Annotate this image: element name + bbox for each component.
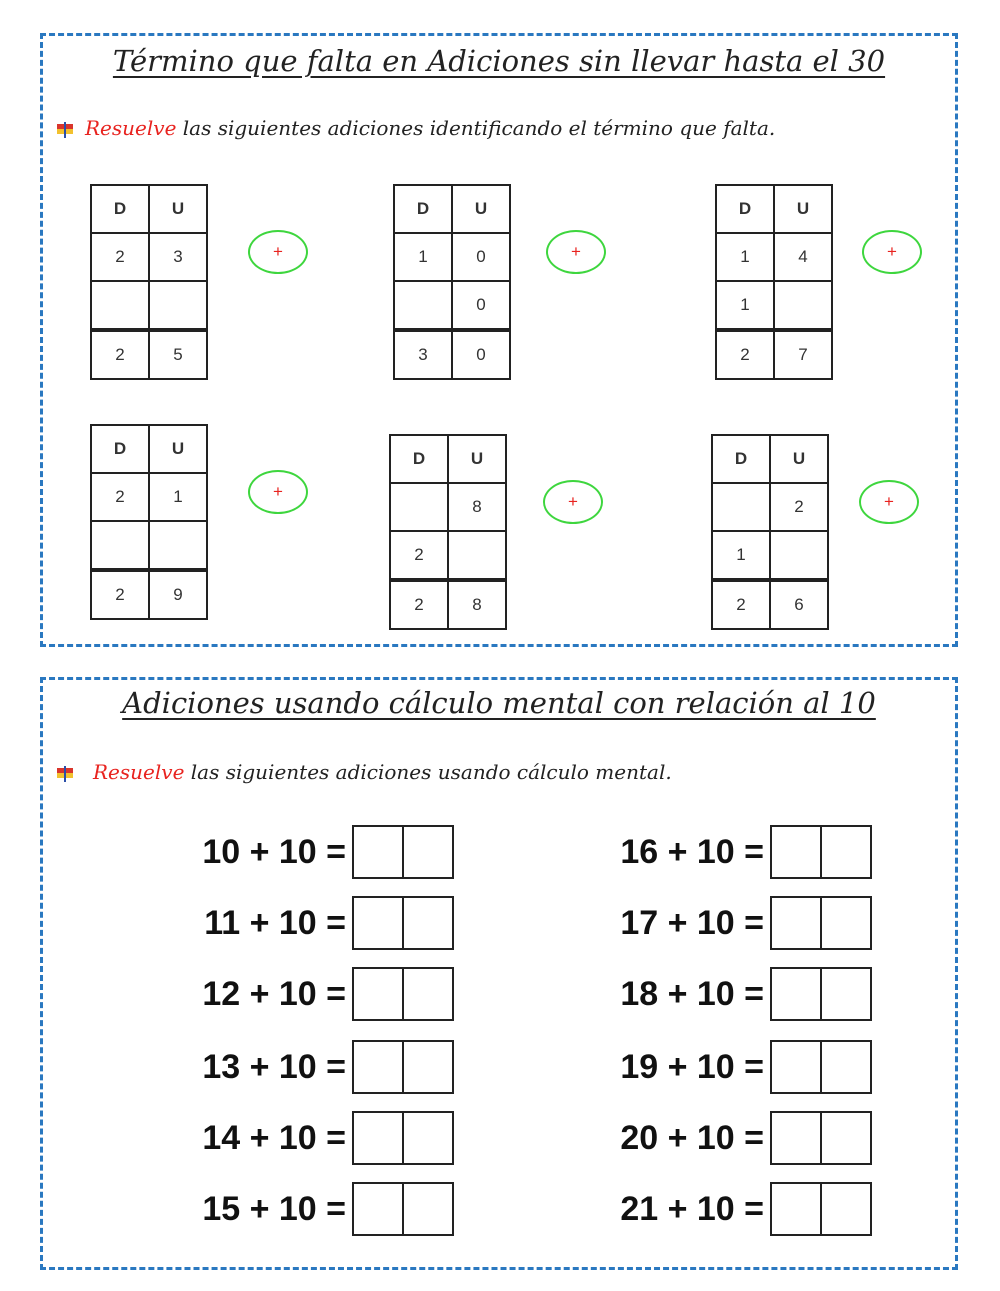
sum-units-cell: 8 [448,580,506,629]
addend1-tens-cell: 2 [91,473,149,521]
answer-tens-cell[interactable] [772,1184,820,1234]
equation-text: 14 + 10 = [202,1118,346,1157]
addend1-units-cell: 8 [448,483,506,531]
sum-tens-cell: 2 [91,330,149,379]
section1-instruction [55,116,775,140]
addend2-tens-cell[interactable] [91,521,149,570]
section1-title: Término que falta en Adiciones sin llevar hasta el 30 [112,44,886,78]
header-d-cell: D [91,185,149,233]
equation-row [196,1111,454,1165]
answer-tens-cell[interactable] [354,1113,402,1163]
answer-units-cell[interactable] [820,1113,870,1163]
answer-box [352,967,454,1021]
addend2-units-cell[interactable] [774,281,832,330]
sum-tens-cell: 2 [712,580,770,629]
plus-sign-oval: + [862,230,922,274]
addend1-units-cell: 1 [149,473,207,521]
sum-units-cell: 7 [774,330,832,379]
header-u-cell: U [770,435,828,483]
plus-sign-oval: + [859,480,919,524]
instruction-verb: Resuelve [93,760,185,784]
header-u-cell: U [452,185,510,233]
addend2-units-cell[interactable] [149,521,207,570]
place-value-grid [90,184,208,380]
answer-tens-cell[interactable] [354,1042,402,1092]
answer-tens-cell[interactable] [354,1184,402,1234]
sum-tens-cell: 3 [394,330,452,379]
header-u-cell: U [149,185,207,233]
equation-row [614,825,872,879]
equation-text: 19 + 10 = [620,1047,764,1086]
equation-text: 20 + 10 = [620,1118,764,1157]
addend2-units-cell[interactable] [149,281,207,330]
answer-units-cell[interactable] [402,898,452,948]
book-bullet-icon [55,766,75,782]
addend2-tens-cell[interactable] [91,281,149,330]
plus-sign-oval: + [546,230,606,274]
answer-box [770,1040,872,1094]
addend2-tens-cell: 2 [390,531,448,580]
sum-tens-cell: 2 [91,570,149,619]
addend2-tens-cell[interactable] [394,281,452,330]
answer-units-cell[interactable] [820,827,870,877]
instruction-text: las siguientes adiciones usando cálculo mental. [190,760,672,784]
equation-row [614,1182,872,1236]
answer-box [352,1040,454,1094]
section2-instruction [55,760,672,784]
equation-row [614,967,872,1021]
answer-tens-cell[interactable] [772,969,820,1019]
equation-text: 10 + 10 = [202,832,346,871]
equation-row [196,967,454,1021]
sum-tens-cell: 2 [716,330,774,379]
equation-row [614,896,872,950]
header-d-cell: D [91,425,149,473]
addend2-units-cell[interactable] [448,531,506,580]
addend1-units-cell: 0 [452,233,510,281]
header-d-cell: D [394,185,452,233]
equation-text: 18 + 10 = [620,974,764,1013]
answer-units-cell[interactable] [402,827,452,877]
equation-text: 12 + 10 = [202,974,346,1013]
answer-box [352,896,454,950]
plus-sign-oval: + [248,230,308,274]
header-d-cell: D [390,435,448,483]
instruction-text: las siguientes adiciones identificando el término que falta. [182,116,776,140]
addend1-units-cell: 2 [770,483,828,531]
answer-tens-cell[interactable] [354,898,402,948]
equation-row [196,825,454,879]
addend1-tens-cell: 1 [716,233,774,281]
header-u-cell: U [448,435,506,483]
answer-tens-cell[interactable] [772,1042,820,1092]
addend1-units-cell: 3 [149,233,207,281]
addend1-tens-cell: 1 [394,233,452,281]
header-d-cell: D [712,435,770,483]
header-u-cell: U [149,425,207,473]
book-bullet-icon [55,122,75,138]
header-d-cell: D [716,185,774,233]
answer-box [770,1111,872,1165]
addend1-tens-cell: 2 [91,233,149,281]
equation-text: 17 + 10 = [620,903,764,942]
answer-units-cell[interactable] [820,969,870,1019]
sum-units-cell: 5 [149,330,207,379]
answer-tens-cell[interactable] [772,827,820,877]
header-u-cell: U [774,185,832,233]
equation-text: 13 + 10 = [202,1047,346,1086]
place-value-grid [393,184,511,380]
addend2-units-cell: 0 [452,281,510,330]
answer-units-cell[interactable] [402,1113,452,1163]
equation-row [614,1040,872,1094]
plus-sign-oval: + [248,470,308,514]
answer-box [352,825,454,879]
addend2-tens-cell: 1 [712,531,770,580]
answer-units-cell[interactable] [820,1184,870,1234]
equation-text: 15 + 10 = [202,1189,346,1228]
answer-tens-cell[interactable] [772,1113,820,1163]
place-value-grid [715,184,833,380]
answer-units-cell[interactable] [820,1042,870,1092]
place-value-grid [389,434,507,630]
equation-row [196,1040,454,1094]
answer-units-cell[interactable] [402,969,452,1019]
section2-title: Adiciones usando cálculo mental con relación al 10 [122,686,876,720]
equation-text: 21 + 10 = [620,1189,764,1228]
answer-box [770,967,872,1021]
answer-box [770,896,872,950]
answer-units-cell[interactable] [402,1184,452,1234]
equation-row [196,896,454,950]
answer-box [352,1111,454,1165]
answer-tens-cell[interactable] [354,969,402,1019]
equation-text: 16 + 10 = [620,832,764,871]
addend2-units-cell[interactable] [770,531,828,580]
answer-box [770,825,872,879]
answer-tens-cell[interactable] [772,898,820,948]
addend1-tens-cell[interactable] [712,483,770,531]
instruction-verb: Resuelve [85,116,177,140]
equation-row [196,1182,454,1236]
sum-tens-cell: 2 [390,580,448,629]
addend1-tens-cell[interactable] [390,483,448,531]
answer-units-cell[interactable] [820,898,870,948]
plus-sign-oval: + [543,480,603,524]
addend1-units-cell: 4 [774,233,832,281]
answer-box [352,1182,454,1236]
answer-tens-cell[interactable] [354,827,402,877]
sum-units-cell: 6 [770,580,828,629]
answer-box [770,1182,872,1236]
place-value-grid [90,424,208,620]
equation-row [614,1111,872,1165]
place-value-grid [711,434,829,630]
addend2-tens-cell: 1 [716,281,774,330]
answer-units-cell[interactable] [402,1042,452,1092]
sum-units-cell: 0 [452,330,510,379]
sum-units-cell: 9 [149,570,207,619]
equation-text: 11 + 10 = [204,903,346,942]
